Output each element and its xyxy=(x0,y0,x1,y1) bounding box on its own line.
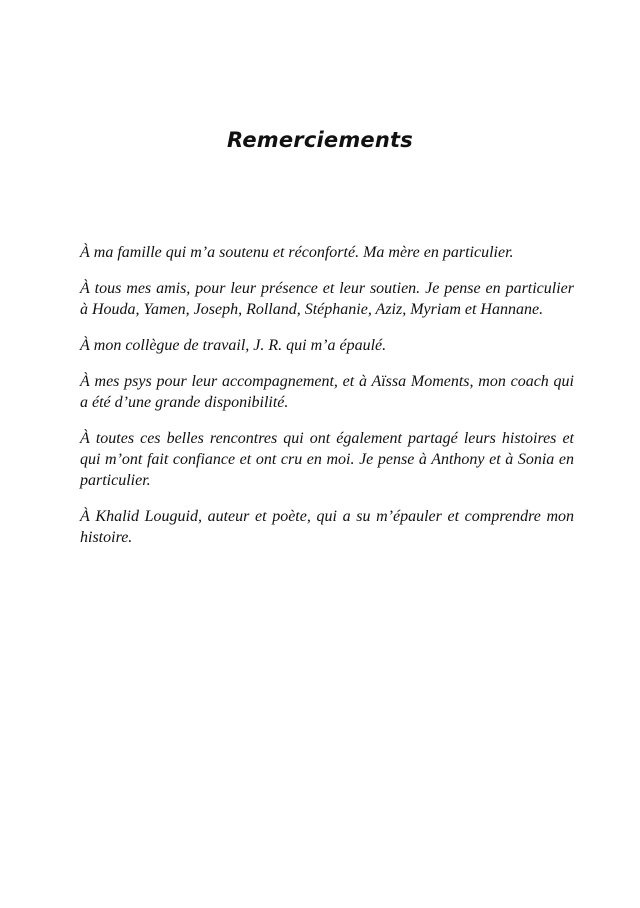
paragraph-colleague: À mon collègue de travail, J. R. qui m’a épaulé. xyxy=(80,337,387,354)
paragraph-psys-coach: À mes psys pour leur accompagnement, et à Aïssa Moments, mon coach qui a été d’une grande disponibilité. xyxy=(80,373,574,411)
paragraph-encounters: À toutes ces belles rencontres qui ont également partagé leurs histoires et qui m’ont fait confiance et ont cru en moi. Je pense à Anthony et à Sonia en particulier. xyxy=(80,430,574,489)
acknowledgements-body xyxy=(80,242,574,563)
page-title: Remerciements xyxy=(227,128,413,152)
paragraph-family: À ma famille qui m’a soutenu et réconforté. Ma mère en particulier. xyxy=(80,244,514,261)
paragraph-friends: À tous mes amis, pour leur présence et leur soutien. Je pense en particulier à Houda, Yamen, Joseph, Rolland, Stéphanie, Aziz, Myriam et Hannane. xyxy=(80,280,574,318)
paragraph-author-poet: À Khalid Louguid, auteur et poète, qui a su m’épauler et comprendre mon histoire. xyxy=(80,508,574,546)
